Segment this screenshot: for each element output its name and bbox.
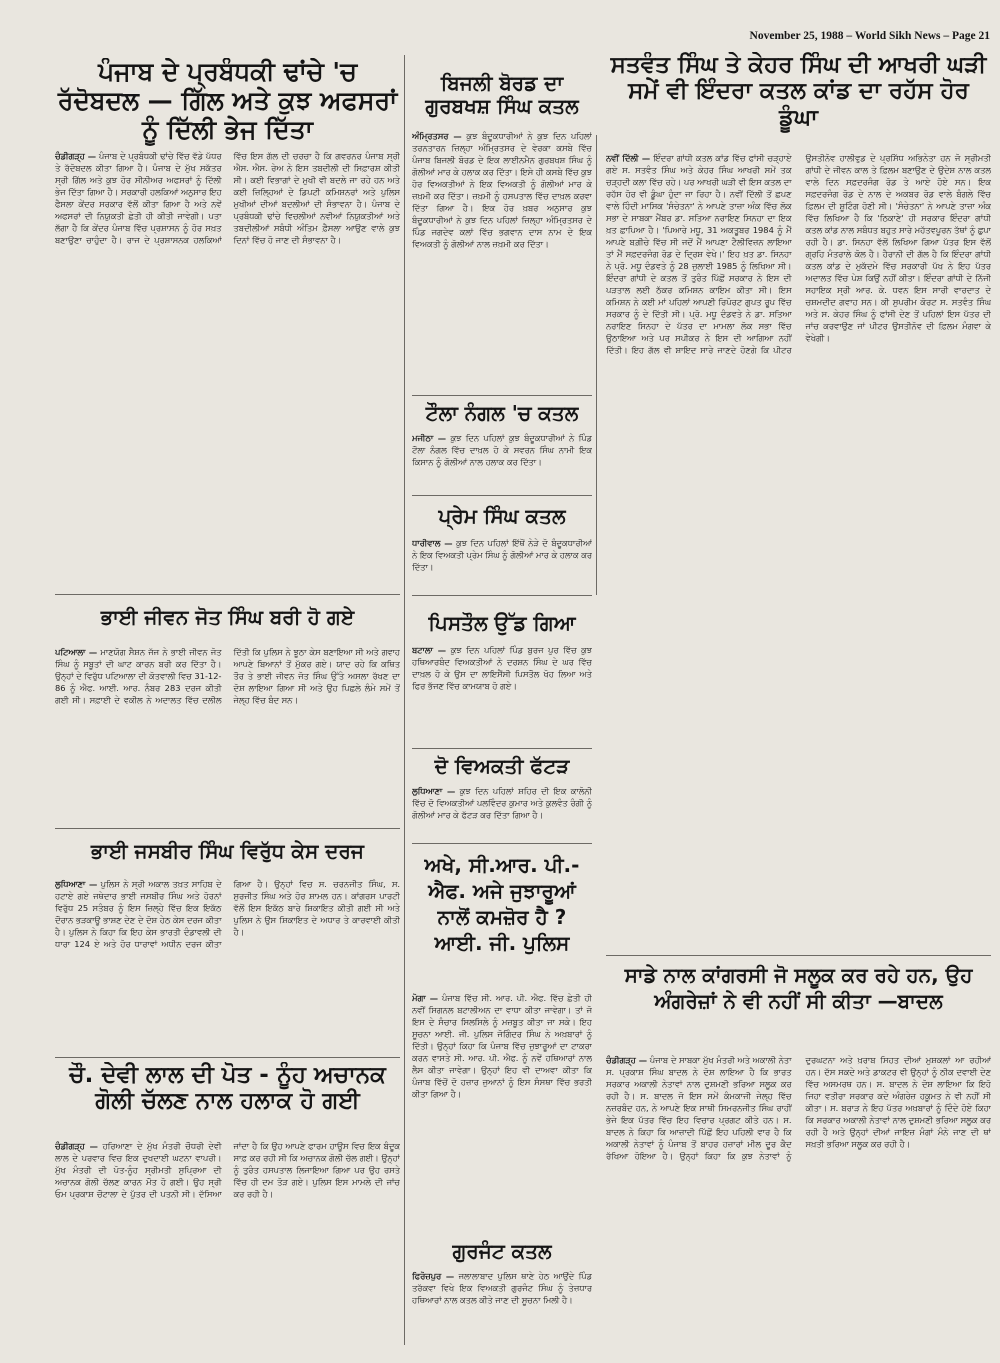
body-prem-singh <box>412 537 592 593</box>
rule-under-two-injured <box>412 843 592 844</box>
body-gurbaksh <box>412 130 592 390</box>
body-jasbir-case <box>55 878 400 1053</box>
headline-punjab-reshuffle: ਪੰਜਾਬ ਦੇ ਪ੍ਰਬੰਧਕੀ ਢਾਂਚੇ 'ਚ ਰੱਦੋਬਦਲ — ਗਿੱਲ ਅਤੇ ਕੁਝ ਅਫਸਰਾਂ ਨੂੰ ਦਿੱਲੀ ਭੇਜ ਦਿੱਤਾ <box>57 58 398 144</box>
text-crpf: ਪੰਜਾਬ ਵਿੱਚ ਸੀ. ਆਰ. ਪੀ. ਐਫ. ਵਿੱਚ ਛੇਤੀ ਹੀ ਨਵੀਂ ਸਿਗਨਲ ਬਟਾਲੀਅਨ ਦਾ ਵਾਧਾ ਕੀਤਾ ਜਾਵੇਗਾ। ਤਾਂ ਜੋ ਇਸ ਦੇ ਸੰਚਾਰ ਸਿਲਸਿਲੇ ਨੂੰ ਮਜ਼ਬੂਤ ਕੀਤਾ ਜਾ ਸਕੇ। ਇਹ ਸੂਚਨਾ ਆਈ. ਜੀ. ਪੁਲਿਸ ਜੋਗਿੰਦਰ ਸਿੰਘ ਨੇ ਅਖ਼ਬਾਰਾਂ ਨੂੰ ਦਿੱਤੀ। ਉਨ੍ਹਾਂ ਕਿਹਾ ਕਿ ਪੰਜਾਬ ਵਿੱਚ ਜੁਝਾਰੂਆਂ ਦਾ ਟਾਕਰਾ ਕਰਨ ਵਾਸਤੇ ਸੀ. ਆਰ. ਪੀ. ਐਫ. ਨੂੰ ਨਵੇਂ ਹਥਿਆਰਾਂ ਨਾਲ ਲੈਸ ਕੀਤਾ ਜਾਵੇਗਾ। ਉਨ੍ਹਾਂ ਇਹ ਵੀ ਦਾਅਵਾ ਕੀਤਾ ਕਿ ਪੰਜਾਬ ਵਿੱਚੋਂ ਦੋ ਹਜ਼ਾਰ ਜੁਆਨਾਂ ਨੂੰ ਇਸ ਸੰਸਥਾ ਵਿੱਚ ਭਰਤੀ ਕੀਤਾ ਗਿਆ ਹੈ। <box>412 993 592 1100</box>
body-satwant-kehar <box>606 152 991 950</box>
text-jasbir-case: ਪੁਲਿਸ ਨੇ ਸ੍ਰੀ ਅਕਾਲ ਤਖ਼ਤ ਸਾਹਿਬ ਦੇ ਹਟਾਏ ਗਏ ਜਥੇਦਾਰ ਭਾਈ ਜਸਬੀਰ ਸਿੰਘ ਅਤੇ ਹੋਰਨਾਂ ਵਿਰੁੱਧ 25 ਸਤੰਬਰ ਨੂੰ ਇਸ ਜ਼ਿਲ੍ਹੇ ਵਿੱਚ ਇਕ ਇਕੱਠ ਦੌਰਾਨ ਭੜਕਾਊ ਭਾਸ਼ਣ ਦੇਣ ਦੇ ਦੋਸ਼ ਹੇਠ ਕੇਸ ਦਰਜ ਕੀਤਾ ਹੈ। ਪੁਲਿਸ ਨੇ ਕਿਹਾ ਕਿ ਇਹ ਕੇਸ ਭਾਰਤੀ ਦੰਡਾਵਲੀ ਦੀ ਧਾਰਾ 124 ਏ ਅਤੇ ਹੋਰ ਧਾਰਾਵਾਂ ਅਧੀਨ ਦਰਜ ਕੀਤਾ ਗਿਆ ਹੈ। ਉਨ੍ਹਾਂ ਵਿਚ ਸ. ਚਰਨਜੀਤ ਸਿੰਘ, ਸ. ਸੁਰਜੀਤ ਸਿੰਘ ਅਤੇ ਹੋਰ ਸ਼ਾਮਲ ਹਨ। ਕਾਂਗਰਸ ਪਾਰਟੀ ਵੱਲੋਂ ਇਸ ਇਕੱਠ ਬਾਰੇ ਸ਼ਿਕਾਇਤ ਕੀਤੀ ਗਈ ਸੀ ਅਤੇ ਪੁਲਿਸ ਨੇ ਉਸ ਸ਼ਿਕਾਇਤ ਦੇ ਅਧਾਰ ਤੇ ਕਾਰਵਾਈ ਕੀਤੀ ਹੈ। <box>55 879 400 950</box>
text-gurbaksh: ਕੁਝ ਬੰਦੂਕਧਾਰੀਆਂ ਨੇ ਕੁਝ ਦਿਨ ਪਹਿਲਾਂ ਤਰਨਤਾਰਨ ਜ਼ਿਲ੍ਹਾ ਅੰਮ੍ਰਿਤਸਰ ਦੇ ਵੇਰਕਾ ਕਸਬੇ ਵਿੱਚ ਪੰਜਾਬ ਬਿਜਲੀ ਬੋਰਡ ਦੇ ਇਕ ਲਾਈਨਮੈਨ ਗੁਰਬਖਸ਼ ਸਿੰਘ ਨੂੰ ਗੋਲੀਆਂ ਮਾਰ ਕੇ ਹਲਾਕ ਕਰ ਦਿੱਤਾ। ਇਸੇ ਹੀ ਕਸਬੇ ਵਿੱਚ ਕੁਝ ਹੋਰ ਵਿਅਕਤੀਆਂ ਨੇ ਇਕ ਵਿਅਕਤੀ ਨੂੰ ਗੋਲੀਆਂ ਮਾਰ ਕੇ ਜ਼ਖ਼ਮੀ ਕਰ ਦਿੱਤਾ। ਜ਼ਖ਼ਮੀ ਨੂੰ ਹਸਪਤਾਲ ਵਿੱਚ ਦਾਖ਼ਲ ਕਰਵਾ ਦਿੱਤਾ ਗਿਆ ਹੈ। ਇਕ ਹੋਰ ਖ਼ਬਰ ਅਨੁਸਾਰ ਕੁਝ ਬੰਦੂਕਧਾਰੀਆਂ ਨੇ ਕੁਝ ਦਿਨ ਪਹਿਲਾਂ ਜ਼ਿਲ੍ਹਾ ਅੰਮ੍ਰਿਤਸਰ ਦੇ ਪਿੰਡ ਜਗਦੇਵ ਕਲਾਂ ਵਿੱਚ ਭਗਵਾਨ ਦਾਸ ਨਾਮ ਦੇ ਇਕ ਵਿਅਕਤੀ ਨੂੰ ਗੋਲੀਆਂ ਨਾਲ ਜ਼ਖ਼ਮੀ ਕਰ ਦਿੱਤਾ। <box>412 131 592 250</box>
article-gurjant <box>412 1240 592 1350</box>
article-satwant-kehar <box>606 52 991 952</box>
headline-gurbaksh: ਬਿਜਲੀ ਬੋਰਡ ਦਾ ਗੁਰਬਖਸ਼ ਸਿੰਘ ਕਤਲ <box>425 72 579 118</box>
body-crpf <box>412 992 592 1178</box>
dateline-two-injured: ਲੁਧਿਆਣਾ — <box>412 786 456 796</box>
dateline-gurbaksh: ਅੰਮ੍ਰਿਤਸਰ — <box>412 131 462 141</box>
dateline-jiwan-jot: ਪਟਿਆਲਾ — <box>55 647 98 657</box>
headline-tolla-nangal: ਟੌਲਾ ਨੰਗਲ 'ਚ ਕਤਲ <box>425 402 579 425</box>
article-tolla-nangal <box>412 402 592 494</box>
headline-pistol: ਪਿਸਤੌਲ ਉੱਡ ਗਿਆ <box>428 612 576 635</box>
text-two-injured: ਕੁਝ ਦਿਨ ਪਹਿਲਾਂ ਸ਼ਹਿਰ ਦੀ ਇਕ ਕਾਲੋਨੀ ਵਿੱਚ ਦੋ ਵਿਅਕਤੀਆਂ ਪਲਵਿੰਦਰ ਕੁਮਾਰ ਅਤੇ ਕੁਲਵੰਤ ਰੰਗੀ ਨੂੰ ਗੋਲੀਆਂ ਮਾਰ ਕੇ ਫੱਟੜ ਕਰ ਦਿੱਤਾ ਗਿਆ ਹੈ। <box>412 786 592 821</box>
rule-under-jasbir <box>55 1057 400 1058</box>
headline-gurjant: ਗੁਰਜੰਟ ਕਤਲ <box>452 1240 552 1263</box>
dateline-prem-singh: ਧਾਰੀਵਾਲ — <box>412 538 453 548</box>
text-pistol: ਕੁਝ ਦਿਨ ਪਹਿਲਾਂ ਪਿੰਡ ਬੁਰਜ ਪੁਰ ਵਿੱਚ ਕੁਝ ਹਥਿਆਰਬੰਦ ਵਿਅਕਤੀਆਂ ਨੇ ਦਰਸ਼ਨ ਸਿੰਘ ਦੇ ਘਰ ਵਿੱਚ ਦਾਖ਼ਲ ਹੋ ਕੇ ਉਸ ਦਾ ਲਾਇਸੈਂਸੀ ਪਿਸਤੌਲ ਖੋਹ ਲਿਆ ਅਤੇ ਫਿਰ ਭੱਜਣ ਵਿੱਚ ਕਾਮਯਾਬ ਹੋ ਗਏ। <box>412 645 592 692</box>
headline-two-injured: ਦੋ ਵਿਅਕਤੀ ਫੱਟੜ <box>434 755 570 778</box>
dateline-pistol: ਬਟਾਲਾ — <box>412 645 446 655</box>
body-punjab-reshuffle <box>55 150 400 590</box>
body-gurjant <box>412 1270 592 1348</box>
rule-under-pistol <box>412 748 592 749</box>
article-punjab-reshuffle <box>55 58 400 593</box>
article-pistol <box>412 612 592 747</box>
headline-jasbir-case: ਭਾਈ ਜਸਬੀਰ ਸਿੰਘ ਵਿਰੁੱਧ ਕੇਸ ਦਰਜ <box>91 839 364 863</box>
body-tolla-nangal <box>412 432 592 494</box>
rule-under-jiwan <box>55 828 400 829</box>
running-head: November 25, 1988 – World Sikh News – Page 21 <box>749 30 990 42</box>
article-jasbir-case <box>55 832 400 1055</box>
rule-under-gurbaksh <box>412 395 592 396</box>
column-rule-right <box>596 135 597 595</box>
dateline-badal: ਚੰਡੀਗੜ੍ਹ — <box>606 1055 648 1065</box>
headline-devi-lal: ਚੌ. ਦੇਵੀ ਲਾਲ ਦੀ ਪੋਤ - ਨੂੰਹ ਅਚਾਨਕ ਗੋਲੀ ਚੱਲਣ ਨਾਲ ਹਲਾਕ ਹੋ ਗਈ <box>69 1062 386 1115</box>
dateline-crpf: ਮੋਗਾ — <box>412 993 439 1003</box>
article-gurbaksh <box>412 72 592 392</box>
dateline-gurjant: ਫਿਰੋਜ਼ਪੁਰ — <box>412 1271 455 1281</box>
article-devi-lal <box>55 1062 400 1352</box>
text-jiwan-jot: ਮਾਣਯੋਗ ਸੈਸ਼ਨ ਜੱਜ ਨੇ ਭਾਈ ਜੀਵਨ ਜੋਤ ਸਿੰਘ ਨੂੰ ਸਬੂਤਾਂ ਦੀ ਘਾਟ ਕਾਰਨ ਬਰੀ ਕਰ ਦਿੱਤਾ ਹੈ। ਉਨ੍ਹਾਂ ਦੇ ਵਿਰੁੱਧ ਪਟਿਆਲਾ ਦੀ ਕੋਤਵਾਲੀ ਵਿਚ 31-12-86 ਨੂੰ ਐਫ. ਆਈ. ਆਰ. ਨੰਬਰ 283 ਦਰਜ ਕੀਤੀ ਗਈ ਸੀ। ਸਫ਼ਾਈ ਦੇ ਵਕੀਲ ਨੇ ਅਦਾਲਤ ਵਿੱਚ ਦਲੀਲ ਦਿੱਤੀ ਕਿ ਪੁਲਿਸ ਨੇ ਝੂਠਾ ਕੇਸ ਬਣਾਇਆ ਸੀ ਅਤੇ ਗਵਾਹ ਆਪਣੇ ਬਿਆਨਾਂ ਤੋਂ ਮੁੱਕਰ ਗਏ। ਯਾਦ ਰਹੇ ਕਿ ਕਥਿਤ ਤੌਰ ਤੇ ਭਾਈ ਜੀਵਨ ਜੋਤ ਸਿੰਘ ਉੱਤੇ ਅਸਲਾ ਰੱਖਣ ਦਾ ਦੋਸ਼ ਲਾਇਆ ਗਿਆ ਸੀ ਅਤੇ ਉਹ ਪਿਛਲੇ ਲੰਮੇ ਸਮੇਂ ਤੋਂ ਜੇਲ੍ਹ ਵਿੱਚ ਬੰਦ ਸਨ। <box>55 647 400 706</box>
headline-satwant-kehar: ਸਤਵੰਤ ਸਿੰਘ ਤੇ ਕੇਹਰ ਸਿੰਘ ਦੀ ਆਖਰੀ ਘੜੀ ਸਮੇਂ ਵੀ ਇੰਦਰਾ ਕਤਲ ਕਾਂਡ ਦਾ ਰਹੱਸ ਹੋਰ ਡੂੰਘਾ <box>610 52 987 131</box>
body-jiwan-jot <box>55 646 400 824</box>
dateline-satwant-kehar: ਨਵੀਂ ਦਿੱਲੀ — <box>606 153 651 163</box>
text-badal: ਪੰਜਾਬ ਦੇ ਸਾਬਕਾ ਮੁੱਖ ਮੰਤਰੀ ਅਤੇ ਅਕਾਲੀ ਨੇਤਾ ਸ. ਪ੍ਰਕਾਸ਼ ਸਿੰਘ ਬਾਦਲ ਨੇ ਦੋਸ਼ ਲਾਇਆ ਹੈ ਕਿ ਭਾਰਤ ਸਰਕਾਰ ਅਕਾਲੀ ਨੇਤਾਵਾਂ ਨਾਲ ਦੁਸ਼ਮਣੀ ਭਰਿਆ ਸਲੂਕ ਕਰ ਰਹੀ ਹੈ। ਸ. ਬਾਦਲ ਜੋ ਇਸ ਸਮੇਂ ਕੰਮਕਾਜੀ ਜੇਲ੍ਹ ਵਿੱਚ ਨਜ਼ਰਬੰਦ ਹਨ, ਨੇ ਆਪਣੇ ਇਕ ਸਾਥੀ ਸਿਮਰਨਜੀਤ ਸਿੰਘ ਰਾਹੀਂ ਭੇਜੇ ਇਕ ਪੱਤਰ ਵਿੱਚ ਇਹ ਵਿਚਾਰ ਪ੍ਰਗਟ ਕੀਤੇ ਹਨ। ਸ. ਬਾਦਲ ਨੇ ਕਿਹਾ ਕਿ ਆਜ਼ਾਦੀ ਪਿੱਛੋਂ ਇਹ ਪਹਿਲੀ ਵਾਰ ਹੈ ਕਿ ਅਕਾਲੀ ਨੇਤਾਵਾਂ ਨੂੰ ਪੰਜਾਬ ਤੋਂ ਬਾਹਰ ਹਜ਼ਾਰਾਂ ਮੀਲ ਦੂਰ ਕੈਦ ਰੱਖਿਆ ਹੋਇਆ ਹੈ। ਉਨ੍ਹਾਂ ਕਿਹਾ ਕਿ ਕੁਝ ਨੇਤਾਵਾਂ ਨੂੰ ਦੁਰਘਟਨਾ ਅਤੇ ਖ਼ਰਾਬ ਸਿਹਤ ਦੀਆਂ ਮੁਸ਼ਕਲਾਂ ਆ ਰਹੀਆਂ ਹਨ। ਦੱਸ ਸਕਦੇ ਅਤੇ ਡਾਕਟਰ ਵੀ ਉਨ੍ਹਾਂ ਨੂੰ ਠੀਕ ਦਵਾਈ ਦੇਣ ਵਿੱਚ ਅਸਮਰਥ ਹਨ। ਸ. ਬਾਦਲ ਨੇ ਦੋਸ਼ ਲਾਇਆ ਕਿ ਇਹੋ ਜਿਹਾ ਵਤੀਰਾ ਸਰਕਾਰ ਕਦੇ ਅੰਗਰੇਜ਼ ਹਕੂਮਤ ਨੇ ਵੀ ਨਹੀਂ ਸੀ ਕੀਤਾ। ਸ. ਬਰਾੜ ਨੇ ਇਹ ਪੱਤਰ ਅਖ਼ਬਾਰਾਂ ਨੂੰ ਦਿੰਦੇ ਹੋਏ ਕਿਹਾ ਕਿ ਸਰਕਾਰ ਅਕਾਲੀ ਨੇਤਾਵਾਂ ਨਾਲ ਦੁਸ਼ਮਣੀ ਭਰਿਆ ਸਲੂਕ ਕਰ ਰਹੀ ਹੈ ਅਤੇ ਉਨ੍ਹਾਂ ਦੀਆਂ ਜਾਇਜ਼ ਮੰਗਾਂ ਮੰਨੇ ਜਾਣ ਦੀ ਥਾਂ ਸਖ਼ਤੀ ਭਰਿਆ ਸਲੂਕ ਕਰ ਰਹੀ ਹੈ। <box>606 1055 991 1162</box>
text-punjab-reshuffle: ਪੰਜਾਬ ਦੇ ਪ੍ਰਬੰਧਕੀ ਢਾਂਚੇ ਵਿੱਚ ਵੱਡੇ ਪੱਧਰ ਤੇ ਰੱਦੋਬਦਲ ਕੀਤਾ ਗਿਆ ਹੈ। ਪੰਜਾਬ ਦੇ ਮੁੱਖ ਸਕੱਤਰ ਸ੍ਰੀ ਗਿੱਲ ਅਤੇ ਕੁਝ ਹੋਰ ਸੀਨੀਅਰ ਅਫਸਰਾਂ ਨੂੰ ਦਿੱਲੀ ਭੇਜ ਦਿੱਤਾ ਗਿਆ ਹੈ। ਸਰਕਾਰੀ ਹਲਕਿਆਂ ਅਨੁਸਾਰ ਇਹ ਫੈਸਲਾ ਕੇਂਦਰ ਸਰਕਾਰ ਵੱਲੋਂ ਕੀਤਾ ਗਿਆ ਹੈ ਅਤੇ ਨਵੇਂ ਅਫਸਰਾਂ ਦੀ ਨਿਯੁਕਤੀ ਛੇਤੀ ਹੀ ਕੀਤੀ ਜਾਵੇਗੀ। ਪਤਾ ਲੱਗਾ ਹੈ ਕਿ ਕੇਂਦਰ ਪੰਜਾਬ ਵਿੱਚ ਪ੍ਰਸ਼ਾਸਨ ਨੂੰ ਹੋਰ ਸਖ਼ਤ ਬਣਾਉਣਾ ਚਾਹੁੰਦਾ ਹੈ। ਰਾਜ ਦੇ ਪ੍ਰਸ਼ਾਸਨਕ ਹਲਕਿਆਂ ਵਿੱਚ ਇਸ ਗੱਲ ਦੀ ਚਰਚਾ ਹੈ ਕਿ ਗਵਰਨਰ ਪੰਜਾਬ ਸ੍ਰੀ ਐਸ. ਐਸ. ਰੇਅ ਨੇ ਇਸ ਤਬਦੀਲੀ ਦੀ ਸਿਫ਼ਾਰਸ਼ ਕੀਤੀ ਸੀ। ਕਈ ਵਿਭਾਗਾਂ ਦੇ ਮੁਖੀ ਵੀ ਬਦਲੇ ਜਾ ਰਹੇ ਹਨ ਅਤੇ ਕਈ ਜ਼ਿਲ੍ਹਿਆਂ ਦੇ ਡਿਪਟੀ ਕਮਿਸ਼ਨਰਾਂ ਅਤੇ ਪੁਲਿਸ ਮੁਖੀਆਂ ਦੀਆਂ ਬਦਲੀਆਂ ਦੀ ਸੰਭਾਵਨਾ ਹੈ। ਪੰਜਾਬ ਦੇ ਪ੍ਰਬੰਧਕੀ ਢਾਂਚੇ ਵਿਚਲੀਆਂ ਨਵੀਆਂ ਨਿਯੁਕਤੀਆਂ ਅਤੇ ਤਬਦੀਲੀਆਂ ਸਬੰਧੀ ਅੰਤਿਮ ਫ਼ੈਸਲਾ ਆਉਣ ਵਾਲੇ ਕੁਝ ਦਿਨਾਂ ਵਿੱਚ ਹੋ ਜਾਣ ਦੀ ਸੰਭਾਵਨਾ ਹੈ। <box>55 151 400 246</box>
text-prem-singh: ਕੁਝ ਦਿਨ ਪਹਿਲਾਂ ਇੱਥੋਂ ਨੇੜੇ ਦੋ ਬੰਦੂਕਧਾਰੀਆਂ ਨੇ ਇਕ ਵਿਅਕਤੀ ਪ੍ਰੇਮ ਸਿੰਘ ਨੂੰ ਗੋਲੀਆਂ ਮਾਰ ਕੇ ਹਲਾਕ ਕਰ ਦਿੱਤਾ। <box>412 538 592 573</box>
dateline-punjab-reshuffle: ਚੰਡੀਗੜ੍ਹ — <box>55 151 97 161</box>
article-jiwan-jot <box>55 598 400 826</box>
article-two-injured <box>412 755 592 841</box>
text-satwant-kehar: ਇੰਦਰਾ ਗਾਂਧੀ ਕਤਲ ਕਾਂਡ ਵਿੱਚ ਫਾਂਸੀ ਚੜ੍ਹਾਏ ਗਏ ਸ. ਸਤਵੰਤ ਸਿੰਘ ਅਤੇ ਕੇਹਰ ਸਿੰਘ ਆਖਰੀ ਸਮੇਂ ਤਕ ਚੜ੍ਹਦੀ ਕਲਾ ਵਿੱਚ ਰਹੇ। ਪਰ ਆਖਰੀ ਘੜੀ ਵੀ ਇਸ ਕਤਲ ਦਾ ਰਹੱਸ ਹੋਰ ਵੀ ਡੂੰਘਾ ਹੁੰਦਾ ਜਾ ਰਿਹਾ ਹੈ। ਨਵੀਂ ਦਿੱਲੀ ਤੋਂ ਛਪਣ ਵਾਲੇ ਹਿੰਦੀ ਮਾਸਿਕ 'ਸੰਚੇਤਨਾ' ਨੇ ਆਪਣੇ ਤਾਜ਼ਾ ਅੰਕ ਵਿੱਚ ਲੋਕ ਸਭਾ ਦੇ ਸਾਬਕਾ ਮੈਂਬਰ ਡਾ. ਸਤਿਆ ਨਰਾਇਣ ਸਿਨਹਾ ਦਾ ਇਕ ਖ਼ਤ ਛਾਪਿਆ ਹੈ। 'ਪਿਆਰੇ ਮਧੂ, 31 ਅਕਤੂਬਰ 1984 ਨੂੰ ਮੈਂ ਆਪਣੇ ਬਗ਼ੀਚੇ ਵਿੱਚ ਸੀ ਜਦੋਂ ਮੈਂ ਆਪਣਾ ਟੈਲੀਵਿਜ਼ਨ ਲਾਇਆ ਤਾਂ ਮੈਂ ਸਫ਼ਦਰਜੰਗ ਰੋਡ ਦੇ ਦ੍ਰਿਸ਼ ਵੇਖੇ।' ਇਹ ਖ਼ਤ ਡਾ. ਸਿਨਹਾ ਨੇ ਪ੍ਰੋ. ਮਧੂ ਦੰਡਵਤੇ ਨੂੰ 28 ਜੁਲਾਈ 1985 ਨੂੰ ਲਿਖਿਆ ਸੀ। ਇੰਦਰਾ ਗਾਂਧੀ ਦੇ ਕਤਲ ਤੋਂ ਤੁਰੰਤ ਪਿੱਛੋਂ ਸਰਕਾਰ ਨੇ ਇਸ ਦੀ ਪੜਤਾਲ ਲਈ ਠੱਕਰ ਕਮਿਸ਼ਨ ਕਾਇਮ ਕੀਤਾ ਸੀ। ਇਸ ਕਮਿਸ਼ਨ ਨੇ ਕਈ ਮਾਂ ਪਹਿਲਾਂ ਆਪਣੀ ਰਿਪੋਰਟ ਗੁਪਤ ਰੂਪ ਵਿੱਚ ਸਰਕਾਰ ਨੂੰ ਦੇ ਦਿੱਤੀ ਸੀ। ਪ੍ਰੋ. ਮਧੂ ਦੰਡਵਤੇ ਨੇ ਡਾ. ਸਤਿਆ ਨਰਾਇਣ ਸਿਨਹਾ ਦੇ ਪੱਤਰ ਦਾ ਮਾਮਲਾ ਲੋਕ ਸਭਾ ਵਿੱਚ ਉਠਾਇਆ ਅਤੇ ਪਰ ਸਪੀਕਰ ਨੇ ਇਸ ਦੀ ਆਗਿਆ ਨਹੀਂ ਦਿੱਤੀ। ਇਹ ਗੱਲ ਵੀ ਸ਼ਾਇਦ ਸਾਰੇ ਜਾਣਦੇ ਹੋਣਗੇ ਕਿ ਪੀਟਰ ਉਸਤੀਨੋਵ ਹਾਲੀਵੁਡ ਦੇ ਪ੍ਰਸਿੱਧ ਅਭਿਨੇਤਾ ਹਨ ਜੋ ਸ੍ਰੀਮਤੀ ਗਾਂਧੀ ਦੇ ਜੀਵਨ ਕਾਲ ਤੇ ਫ਼ਿਲਮ ਬਣਾਉਣ ਦੇ ਉਦੇਸ਼ ਨਾਲ ਕਤਲ ਵਾਲੇ ਦਿਨ ਸਫ਼ਦਰਜੰਗ ਰੋਡ ਤੇ ਆਏ ਹੋਏ ਸਨ। ਇਕ ਸਫ਼ਦਰਜੰਗ ਰੋਡ ਦੇ ਨਾਲ ਦੇ ਅਕਬਰ ਰੋਡ ਵਾਲੇ ਬੰਗਲੇ ਵਿੱਚ ਫ਼ਿਲਮ ਦੀ ਸ਼ੂਟਿੰਗ ਹੋਣੀ ਸੀ। 'ਸੰਚੇਤਨਾ' ਨੇ ਆਪਣੇ ਤਾਜ਼ਾ ਅੰਕ ਵਿੱਚ ਲਿਖਿਆ ਹੈ ਕਿ 'ਠਿਕਾਣੇ' ਹੀ ਸਰਕਾਰ ਇੰਦਰਾ ਗਾਂਧੀ ਕਤਲ ਕਾਂਡ ਨਾਲ ਸਬੰਧਤ ਬਹੁਤ ਸਾਰੇ ਮਹੱਤਵਪੂਰਨ ਤੱਥਾਂ ਨੂੰ ਛੁਪਾ ਰਹੀ ਹੈ। ਡਾ. ਸਿਨਹਾ ਵੱਲੋਂ ਲਿਖਿਆ ਗਿਆ ਪੱਤਰ ਇਸ ਵੱਲੋਂ ਗ੍ਰਹਿ ਮੰਤਰਾਲੇ ਕੋਲ ਹੈ। ਹੈਰਾਨੀ ਦੀ ਗੱਲ ਹੈ ਕਿ ਇੰਦਰਾ ਗਾਂਧੀ ਕਤਲ ਕਾਂਡ ਦੇ ਮੁਕੱਦਮੇ ਵਿੱਚ ਸਰਕਾਰੀ ਪੱਖ ਨੇ ਇਹ ਪੱਤਰ ਅਦਾਲਤ ਵਿੱਚ ਪੇਸ਼ ਕਿਉਂ ਨਹੀਂ ਕੀਤਾ। ਇੰਦਰਾ ਗਾਂਧੀ ਦੇ ਨਿੱਜੀ ਸਹਾਇਕ ਸ੍ਰੀ ਆਰ. ਕੇ. ਧਵਨ ਇਸ ਸਾਰੀ ਵਾਰਦਾਤ ਦੇ ਚਸ਼ਮਦੀਦ ਗਵਾਹ ਸਨ। ਕੀ ਸੁਪਰੀਮ ਕੋਰਟ ਸ. ਸਤਵੰਤ ਸਿੰਘ ਅਤੇ ਸ. ਕੇਹਰ ਸਿੰਘ ਨੂੰ ਫਾਂਸੀ ਦੇਣ ਤੋਂ ਪਹਿਲਾਂ ਇਸ ਪੱਤਰ ਦੀ ਜਾਂਚ ਕਰਵਾਉਣ ਜਾਂ ਪੀਟਰ ਉਸਤੀਨੋਵ ਦੀ ਫ਼ਿਲਮ ਮੰਗਵਾ ਕੇ ਵੇਖੇਗੀ। <box>606 153 991 356</box>
dateline-tolla-nangal: ਮਜੀਠਾ — <box>412 433 447 443</box>
headline-badal: ਸਾਡੇ ਨਾਲ ਕਾਂਗਰਸੀ ਜੋ ਸਲੂਕ ਕਰ ਰਹੇ ਹਨ, ਉਹ ਅੰਗਰੇਜ਼ਾਂ ਨੇ ਵੀ ਨਹੀਂ ਸੀ ਕੀਤਾ —ਬਾਦਲ <box>624 963 973 1013</box>
rule-under-prem <box>412 595 592 596</box>
text-tolla-nangal: ਕੁਝ ਦਿਨ ਪਹਿਲਾਂ ਕੁਝ ਬੰਦੂਕਧਾਰੀਆਂ ਨੇ ਪਿੰਡ ਟੌਲਾ ਨੰਗਲ ਵਿੱਚ ਦਾਖ਼ਲ ਹੋ ਕੇ ਸਵਰਨ ਸਿੰਘ ਨਾਮੀ ਇਕ ਕਿਸਾਨ ਨੂੰ ਗੋਲੀਆਂ ਨਾਲ ਹਲਾਕ ਕਰ ਦਿੱਤਾ। <box>412 433 592 468</box>
text-devi-lal: ਹਰਿਆਣਾ ਦੇ ਮੁੱਖ ਮੰਤਰੀ ਚੌਧਰੀ ਦੇਵੀ ਲਾਲ ਦੇ ਪਰਵਾਰ ਵਿਚ ਇਕ ਦੁਖਦਾਈ ਘਟਨਾ ਵਾਪਰੀ। ਮੁੱਖ ਮੰਤਰੀ ਦੀ ਪੋਤ-ਨੂੰਹ ਸ੍ਰੀਮਤੀ ਸੁਪ੍ਰਿਆ ਦੀ ਅਚਾਨਕ ਗੋਲੀ ਚੱਲਣ ਕਾਰਨ ਮੌਤ ਹੋ ਗਈ। ਉਹ ਸ੍ਰੀ ਓਮ ਪ੍ਰਕਾਸ਼ ਚੌਟਾਲਾ ਦੇ ਪੁੱਤਰ ਦੀ ਪਤਨੀ ਸੀ। ਦੱਸਿਆ ਜਾਂਦਾ ਹੈ ਕਿ ਉਹ ਆਪਣੇ ਫਾਰਮ ਹਾਊਸ ਵਿਚ ਇਕ ਬੰਦੂਕ ਸਾਫ਼ ਕਰ ਰਹੀ ਸੀ ਕਿ ਅਚਾਨਕ ਗੋਲੀ ਚੱਲ ਗਈ। ਉਨ੍ਹਾਂ ਨੂੰ ਤੁਰੰਤ ਹਸਪਤਾਲ ਲਿਜਾਇਆ ਗਿਆ ਪਰ ਉਹ ਰਸਤੇ ਵਿੱਚ ਹੀ ਦਮ ਤੋੜ ਗਏ। ਪੁਲਿਸ ਇਸ ਮਾਮਲੇ ਦੀ ਜਾਂਚ ਕਰ ਰਹੀ ਹੈ। <box>55 1141 400 1200</box>
body-devi-lal <box>55 1140 400 1348</box>
column-rule-left <box>404 55 405 1345</box>
headline-crpf: ਅਖੇ, ਸੀ.ਆਰ. ਪੀ.-ਐਫ. ਅਜੇ ਜੁਝਾਰੂਆਂ ਨਾਲੋਂ ਕਮਜ਼ੋਰ ਹੈ ? ਆਈ. ਜੀ. ਪੁਲਿਸ <box>424 853 580 955</box>
article-badal <box>606 962 991 1352</box>
headline-jiwan-jot: ਭਾਈ ਜੀਵਨ ਜੋਤ ਸਿੰਘ ਬਰੀ ਹੋ ਗਏ <box>100 605 355 629</box>
body-two-injured <box>412 785 592 841</box>
article-prem-singh <box>412 505 592 593</box>
rule-under-satwant <box>606 955 991 956</box>
text-gurjant: ਜਲਾਲਾਬਾਦ ਪੁਲਿਸ ਥਾਣੇ ਹੇਠ ਆਉਂਦੇ ਪਿੰਡ ਤਰੱਕਵਾ ਵਿਖੇ ਇਕ ਵਿਅਕਤੀ ਗੁਰਜੰਟ ਸਿੰਘ ਨੂੰ ਤੇਜ਼ਧਾਰ ਹਥਿਆਰਾਂ ਨਾਲ ਕਤਲ ਕੀਤੇ ਜਾਣ ਦੀ ਸੂਚਨਾ ਮਿਲੀ ਹੈ। <box>412 1271 592 1306</box>
body-pistol <box>412 644 592 746</box>
rule-under-reshuffle <box>55 594 400 595</box>
rule-under-tolla <box>412 495 592 496</box>
dateline-jasbir-case: ਲੁਧਿਆਣਾ — <box>55 879 98 889</box>
body-badal <box>606 1054 991 1350</box>
dateline-devi-lal: ਚੰਡੀਗੜ੍ਹ — <box>55 1141 98 1151</box>
headline-prem-singh: ਪ੍ਰੇਮ ਸਿੰਘ ਕਤਲ <box>438 505 566 528</box>
article-crpf <box>412 852 592 1180</box>
